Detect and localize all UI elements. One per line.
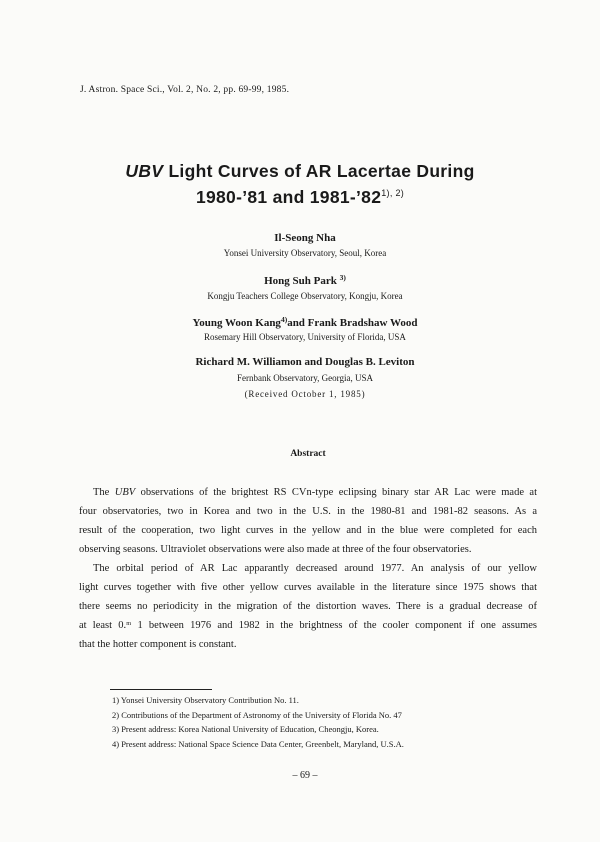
affiliation-4: Fernbank Observatory, Georgia, USA [237, 373, 373, 383]
author-1: Il-Seong Nha [274, 232, 336, 244]
abstract-p1-line-4: observing seasons. Ultraviolet observations were also made at three of the four observatories. [79, 544, 472, 555]
author-3-name: Young Woon Kang [192, 317, 281, 329]
abstract-p1-ubv: UBV [114, 487, 136, 498]
title-footnote-marks: 1), 2) [381, 188, 405, 198]
author-4: Richard M. Williamon and Douglas B. Leviton [195, 356, 415, 368]
affiliation-3: Rosemary Hill Observatory, University of Florida, USA [204, 332, 406, 342]
title-line-1-rest: Light Curves of AR Lacertae During [163, 161, 475, 181]
title-line-1 [0, 160, 600, 182]
footnote-2: 2) Contributions of the Department of Astronomy of the University of Florida No. 47 [112, 709, 402, 720]
paper-title [0, 160, 600, 208]
abstract-p2-line-4: at least 0.ᵐ 1 between 1976 and 1982 in the brightness of the cooler component if one assumes [79, 620, 537, 631]
footnote-4: 4) Present address: National Space Science Data Center, Greenbelt, Maryland, U.S.A. [112, 738, 404, 749]
abstract-p1-line-3: result of the cooperation, two light curves in the yellow and in the blue were completed for each [79, 525, 537, 536]
abstract-heading: Abstract [290, 449, 326, 459]
received-date: (Received October 1, 1985) [244, 389, 366, 399]
footnote-3: 3) Present address: Korea National University of Education, Cheongju, Korea. [112, 724, 379, 735]
abstract-p1-line-2: four observatories, two in Korea and two in the U.S. in the 1980-81 and 1981-82 seasons. As a [79, 506, 537, 517]
abstract-p1-line-1 [79, 483, 537, 502]
journal-citation: J. Astron. Space Sci., Vol. 2, No. 2, pp. 69-99, 1985. [80, 85, 290, 95]
abstract-p2-line-2: light curves together with five other yellow curves available in the literature since 1975 shows that [79, 582, 537, 593]
author-2-footnote: 3) [339, 273, 346, 282]
author-3-name-rest: and Frank Bradshaw Wood [287, 317, 418, 329]
footnote-rule [110, 689, 212, 690]
author-3-footnote: 4) [280, 315, 288, 324]
abstract-p1-line-1-rest: observations of the brightest RS CVn-type eclipsing binary star AR Lac were made at [135, 487, 538, 498]
abstract-p1-pre: The [93, 487, 115, 498]
page-number: – 69 – [292, 770, 318, 781]
title-line-2-text: 1980-’81 and 1981-’82 [195, 187, 382, 207]
affiliation-1: Yonsei University Observatory, Seoul, Korea [223, 248, 387, 258]
abstract-p2-line-3: there seems no periodicity in the migration of the distortion waves. There is a gradual decrease of [79, 601, 537, 612]
author-2-name: Hong Suh Park [264, 275, 337, 287]
abstract-p2-line-1: The orbital period of AR Lac apparantly decreased around 1977. An analysis of our yellow [93, 563, 537, 574]
affiliation-2: Kongju Teachers College Observatory, Kongju, Korea [207, 291, 403, 301]
abstract-paragraph-2 [79, 559, 537, 654]
author-3 [0, 315, 600, 329]
abstract-p2-line-5: that the hotter component is constant. [79, 639, 237, 650]
footnote-1: 1) Yonsei University Observatory Contribution No. 11. [112, 695, 299, 705]
author-2 [0, 273, 600, 287]
title-line-2 [0, 182, 600, 208]
footnotes [112, 693, 404, 751]
title-ubv: UBV [125, 161, 164, 181]
abstract-paragraph-1 [79, 483, 537, 559]
